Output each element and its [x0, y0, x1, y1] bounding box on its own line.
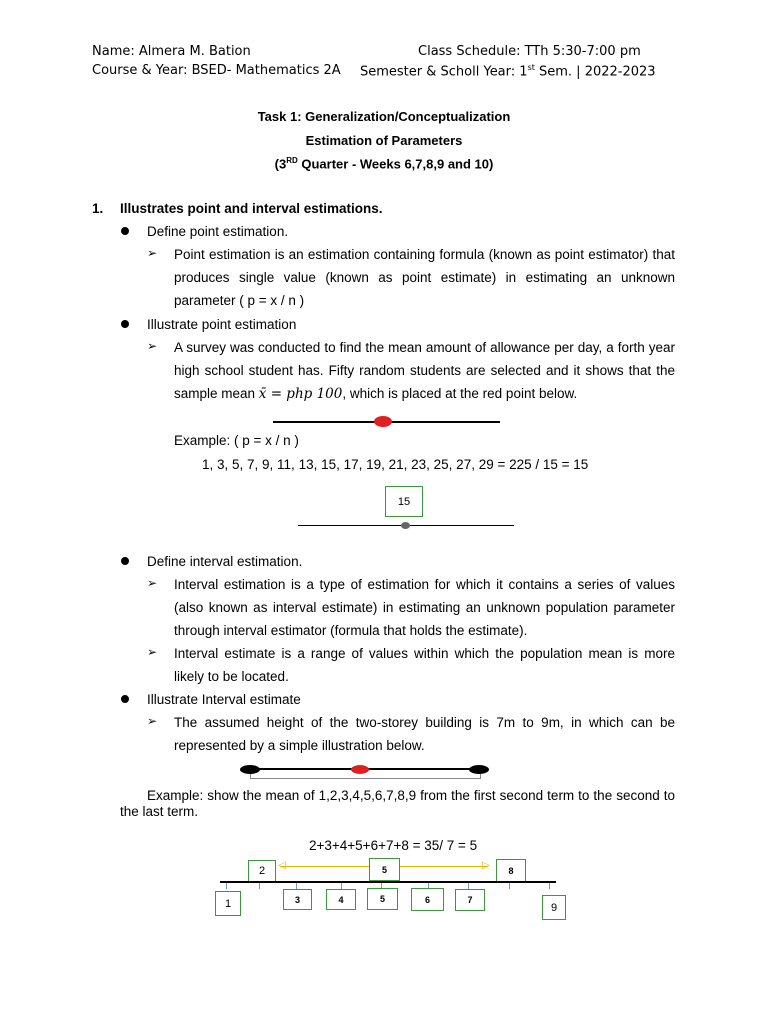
arrow-right-icon: ▷ [482, 860, 490, 871]
interval-bracket [250, 774, 481, 779]
numberline-box: 5 [369, 858, 400, 881]
red-point-marker [374, 416, 392, 427]
bullet-dot [121, 320, 129, 328]
estimate-box: 15 [385, 486, 423, 517]
bullet-illustrate-interval: Illustrate Interval estimate [147, 692, 301, 707]
tick-mark [549, 883, 550, 889]
arrow-bullet-icon: ➢ [147, 645, 158, 659]
quarter-title: (3RD Quarter - Weeks 6,7,8,9 and 10) [274, 156, 494, 172]
numberline-box: 5 [367, 888, 398, 910]
course-year: Course & Year: BSED- Mathematics 2A [92, 63, 341, 78]
numberline-box: 3 [283, 889, 312, 910]
interval-mean-marker [351, 765, 369, 774]
interval-estimate-definition: Interval estimate is a range of values within which the population mean is more likely to be located. [174, 646, 675, 684]
example-label: Example: ( p = x / n ) [174, 433, 299, 448]
tick-mark [226, 883, 227, 889]
section-heading: Illustrates point and interval estimations. [120, 201, 383, 216]
interval-example-text: The assumed height of the two-storey building is 7m to 9m, in which can be represented by a simple illustration below. [174, 715, 675, 753]
section-number: 1. [92, 201, 104, 216]
point-estimation-example-text: A survey was conducted to find the mean amount of allowance per day, a forth year high school student has. Fifty random students are selected and it shows that the sample mean x̄ = php 100, which is placed at the red point below. [174, 340, 675, 402]
point-estimation-definition: Point estimation is an estimation containing formula (known as point estimator) that produces single value (known as point estimate) in estimating an unknown parameter ( p = x / n ) [174, 247, 675, 308]
interval-left-endpoint [240, 765, 260, 774]
numberline-box: 4 [326, 889, 356, 910]
bullet-define-point: Define point estimation. [147, 224, 289, 239]
numberline-box: 9 [542, 895, 566, 920]
semester-year: Semester & Scholl Year: 1st Sem. | 2022-2023 [360, 63, 656, 80]
estimate-point-marker [401, 522, 410, 529]
subject-title: Estimation of Parameters [305, 133, 463, 148]
bullet-dot [121, 557, 129, 565]
arrow-left-icon: ◁ [278, 860, 286, 871]
main-number-line [220, 881, 556, 883]
interval-estimation-definition: Interval estimation is a type of estimation for which it contains a series of values (also known as interval estimate) in estimating an unknown population parameter through interval estimator (formula that holds the estimate). [174, 577, 675, 638]
arrow-bullet-icon: ➢ [147, 714, 158, 728]
numberline-box: 7 [455, 889, 485, 911]
interval-right-endpoint [469, 765, 489, 774]
arrow-bullet-icon: ➢ [147, 339, 158, 353]
numberline-box: 6 [411, 888, 444, 911]
bullet-define-interval: Define interval estimation. [147, 554, 303, 569]
example-sequence: 1, 3, 5, 7, 9, 11, 13, 15, 17, 19, 21, 23, 25, 27, 29 = 225 / 15 = 15 [202, 457, 589, 472]
numberline-box: 1 [215, 891, 241, 916]
class-schedule: Class Schedule: TTh 5:30-7:00 pm [418, 44, 641, 59]
tick-mark [259, 883, 260, 889]
bullet-dot [121, 695, 129, 703]
bullet-dot [121, 227, 129, 235]
bullet-illustrate-point: Illustrate point estimation [147, 317, 297, 332]
numberline-box: 8 [496, 859, 526, 882]
example2-calculation: 2+3+4+5+6+7+8 = 35/ 7 = 5 [309, 838, 478, 853]
arrow-bullet-icon: ➢ [147, 576, 158, 590]
example2-text: Example: show the mean of 1,2,3,4,5,6,7,8,9 from the first second term to the second to the last term. [120, 788, 675, 819]
arrow-bullet-icon: ➢ [147, 246, 158, 260]
numberline-box: 2 [248, 860, 276, 882]
tick-mark [509, 883, 510, 889]
student-name: Name: Almera M. Bation [92, 44, 251, 59]
task-title: Task 1: Generalization/Conceptualization [257, 109, 511, 124]
